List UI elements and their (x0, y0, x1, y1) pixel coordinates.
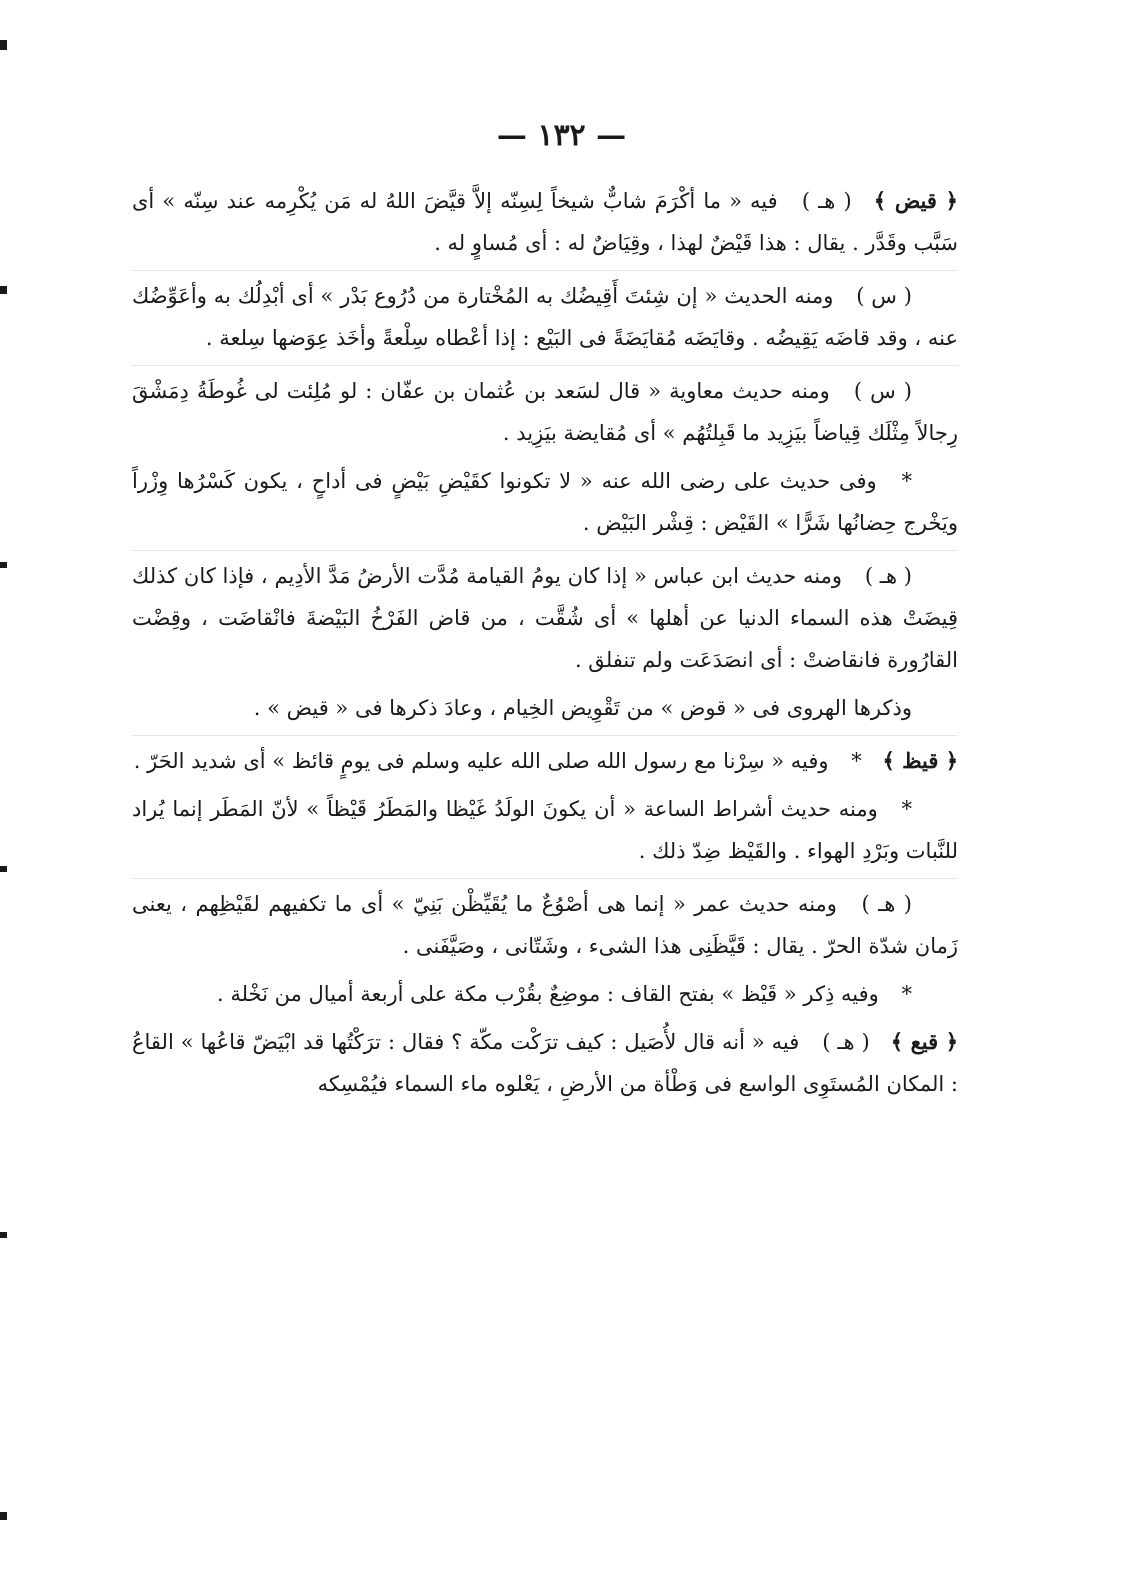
entry-text: وفيه « سِرْنا مع رسول الله صلى الله عليه وسلم فى يومٍ قائظ » أى شديد الحَرّ . (133, 749, 829, 773)
entry-paragraph (132, 180, 958, 264)
entry-paragraph (132, 365, 958, 454)
entry-text: ومنه حديث عمر « إنما هى أصْوُعٌ ما يُقَيِّظْن بَنِيّ » أى ما تكفيهم لقَيْظِهم ، يعنى زَمان شدّة الحرّ . يقال : قَيَّظَنِى هذا الشىء ، وشَتّانى ، وصَيَّفَنى . (132, 892, 958, 958)
margin-mark (0, 286, 7, 294)
margin-mark (0, 1512, 7, 1520)
entry-text: ومنه حديث معاوية « قال لسَعد بن عُثمان بن عفّان : لو مُلِئت لى غُوطَةُ دِمَشْقَ رِجالاً مِثْلَك قِياضاً بيَزِيد ما قَبِلتُهُم » أى مُقايضة بيَزِيد . (132, 379, 958, 445)
entry-paragraph (132, 687, 958, 729)
entry-paragraph (132, 550, 958, 681)
entry-paragraph (132, 878, 958, 967)
entry-text: فيه « ما أكْرَمَ شابٌّ شيخاً لِسِنّه إلاَّ قيَّضَ اللهُ له مَن يُكْرِمه عند سِنّه » أى سَبَّب وقَدَّر . يقال : هذا قَيْضٌ لهذا ، وقِيَاضٌ له : أى مُساوٍ له . (132, 189, 958, 255)
entry-text: فيه « أنه قال لأُصَيل : كيف ترَكْت مكّة ؟ فقال : ترَكْتُها قد ابْيَضّ قاعُها » القاعُ : المكان المُستَوِى الواسع فى وَطْأة من الأرضِ ، يَعْلوه ماء السماء فيُمْسِكه (132, 1030, 958, 1096)
entry-headword: ﴿ قيظ ﴾ (882, 748, 958, 773)
source-siglum: ( هـ ) (861, 892, 912, 916)
entry-paragraph (132, 973, 958, 1015)
entry-paragraph (132, 1021, 958, 1105)
entry-paragraph (132, 788, 958, 872)
source-siglum: * (851, 749, 862, 773)
margin-mark (0, 866, 7, 872)
entry-paragraph (132, 735, 958, 782)
entry-text: ومنه حديث ابن عباس « إذا كان يومُ القيامة مُدَّت الأرضُ مَدَّ الأدِيم ، فإذا كان كذلك قِيضَتْ هذه السماء الدنيا عن أهلها » أى شُقَّت ، من قاض الفَرْخُ البَيْضةَ فانْقاضَت ، وقِضْت القارُورة فانقاضتْ : أى انصَدَعَت ولم تنفلق . (132, 564, 958, 672)
source-siglum: ( س ) (856, 284, 912, 308)
source-siglum: * (901, 982, 912, 1006)
entry-text: وذكرها الهروى فى « قوض » من تَقْوِيض الخِيام ، وعادَ ذكرها فى « قيض » . (253, 696, 912, 720)
source-siglum: ( س ) (853, 379, 912, 403)
page-body (132, 180, 958, 1111)
entry-paragraph (132, 460, 958, 544)
source-siglum: ( هـ ) (822, 1030, 870, 1054)
source-siglum: ( هـ ) (801, 189, 852, 213)
entry-paragraph (132, 270, 958, 359)
entry-text: ومنه الحديث « إن شِئتَ أَقِيضُك به المُخْتارة من دُرُوع بَدْر » أى أبْدِلُك به وأعَوِّضُك عنه ، وقد قاضَه يَقِيضُه . وقايَضَه مُقايَضَةً فى البَيْع : إذا أعْطاه سِلْعةً وأخَذ عِوَضها سِلعة . (132, 284, 958, 350)
source-siglum: * (901, 797, 912, 821)
entry-headword: ﴿ قيض ﴾ (873, 188, 958, 213)
source-siglum: * (901, 469, 912, 493)
entry-text: وفى حديث على رضى الله عنه « لا تكونوا كقَيْضِ بَيْضٍ فى أداحٍ ، يكون كَسْرُها وِزْراً ويَخْرج حِضانُها شَرًّا » القَيْض : قِشْر البَيْض . (132, 469, 958, 535)
margin-mark (0, 1232, 7, 1238)
entry-headword: ﴿ قيع ﴾ (890, 1029, 959, 1054)
entry-text: ومنه حديث أشراط الساعة « أن يكونَ الولَدُ غَيْظا والمَطَرُ قَيْظاً » لأنّ المَطَر إنما يُراد للنَّبات وبَرْدِ الهواء . والقَيْظ ضِدّ ذلك . (132, 797, 958, 863)
entry-text: وفيه ذِكر « قَيْظ » بفتح القاف : موضِعٌ بقُرْب مكة على أربعة أميال من نَخْلة . (217, 982, 879, 1006)
margin-mark (0, 562, 7, 568)
page-number: — ١٣٢ — (496, 118, 627, 153)
margin-mark (0, 40, 7, 50)
source-siglum: ( هـ ) (864, 564, 912, 588)
